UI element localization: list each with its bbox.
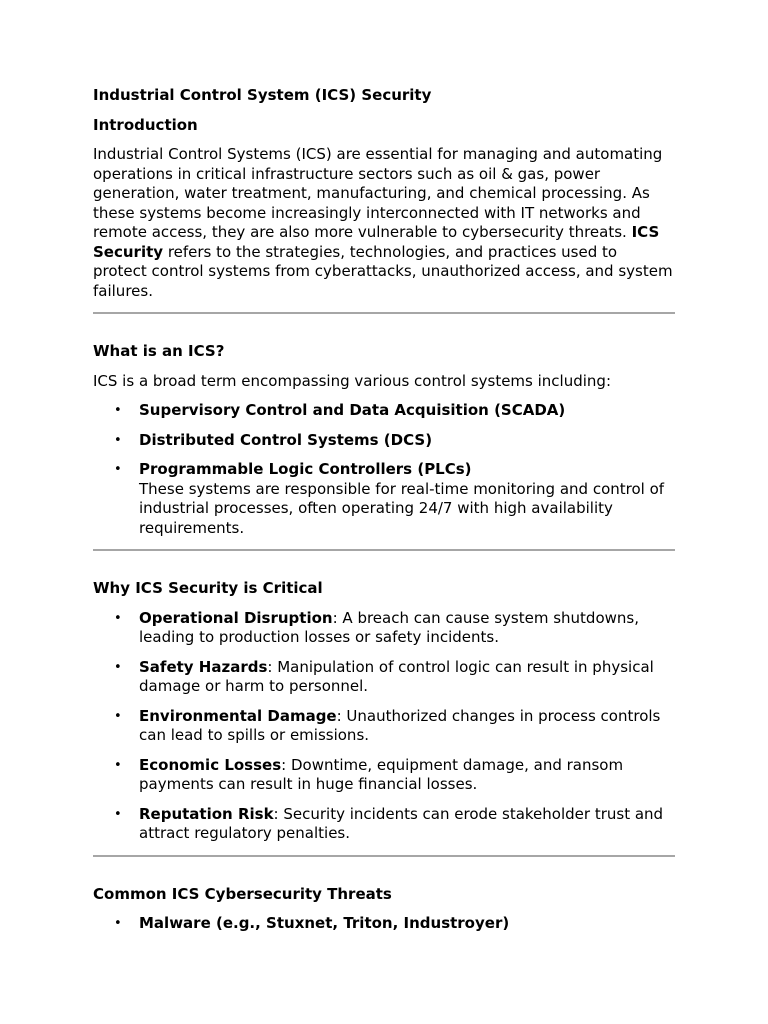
list-item-bold: Operational Disruption <box>139 608 333 627</box>
list-item-text: : Unauthorized changes in process controls can lead to spills or emissions. <box>139 706 661 744</box>
list-item-bold: Safety Hazards <box>139 657 268 676</box>
document-title: Industrial Control System (ICS) Security <box>93 86 432 104</box>
list-item <box>93 658 675 697</box>
list-item <box>93 460 675 538</box>
list-item <box>93 805 675 844</box>
what-is-heading: What is an ICS? <box>93 342 225 360</box>
bullet-icon: • <box>114 462 122 477</box>
list-item-note: These systems are responsible for real-time monitoring and control of industrial processes, often operating 24/7 with high availability requirements. <box>139 479 665 537</box>
bullet-icon: • <box>114 610 122 626</box>
intro-text-before: Industrial Control Systems (ICS) are essential for managing and automating operations in critical infrastructure sectors such as oil & gas, power generation, water treatment, manufacturing, and chemical processing. As these systems become increasingly interconnected with IT networks and remote access, they are also more vulnerable to cybersecurity threats. <box>93 145 663 241</box>
intro-paragraph <box>93 145 675 301</box>
section-divider <box>93 549 675 551</box>
why-list <box>93 609 675 844</box>
list-item-bold: Reputation Risk <box>139 804 274 823</box>
intro-bold-term: ICS Security <box>93 223 660 261</box>
what-is-list <box>93 401 675 538</box>
list-item <box>93 431 675 451</box>
list-item <box>93 756 675 795</box>
list-item <box>93 914 675 934</box>
bullet-icon: • <box>114 403 122 418</box>
list-item <box>93 609 675 648</box>
list-item-bold: Malware (e.g., Stuxnet, Triton, Industroyer) <box>139 914 510 932</box>
threats-list <box>93 914 675 934</box>
threats-heading: Common ICS Cybersecurity Threats <box>93 884 392 903</box>
list-item-text: : Manipulation of control logic can result in physical damage or harm to personnel. <box>139 657 654 695</box>
bullet-icon: • <box>114 916 122 931</box>
list-item-bold: Distributed Control Systems (DCS) <box>139 430 433 449</box>
bullet-icon: • <box>114 708 122 724</box>
list-item-text: : Downtime, equipment damage, and ransom payments can result in huge financial losses. <box>139 755 624 793</box>
bullet-icon: • <box>114 757 122 773</box>
list-item-bold: Economic Losses <box>139 755 282 774</box>
intro-heading: Introduction <box>93 115 198 134</box>
list-item-text: : Security incidents can erode stakeholder trust and attract regulatory penalties. <box>139 804 664 842</box>
section-divider <box>93 855 675 857</box>
list-item-bold: Supervisory Control and Data Acquisition (SCADA) <box>139 401 566 419</box>
list-item <box>93 401 675 421</box>
list-item-bold: Environmental Damage <box>139 706 337 725</box>
document-body <box>93 86 675 934</box>
list-item <box>93 707 675 746</box>
why-heading: Why ICS Security is Critical <box>93 579 323 597</box>
section-divider <box>93 312 675 314</box>
bullet-icon: • <box>114 659 122 675</box>
bullet-icon: • <box>114 806 122 822</box>
intro-text-after: refers to the strategies, technologies, and practices used to protect control systems from cyberattacks, unauthorized access, and system failures. <box>93 242 673 300</box>
what-is-lead: ICS is a broad term encompassing various control systems including: <box>93 371 611 390</box>
list-item-text: : A breach can cause system shutdowns, leading to production losses or safety incidents. <box>139 608 639 646</box>
bullet-icon: • <box>114 432 122 448</box>
list-item-bold: Programmable Logic Controllers (PLCs) <box>139 460 472 478</box>
